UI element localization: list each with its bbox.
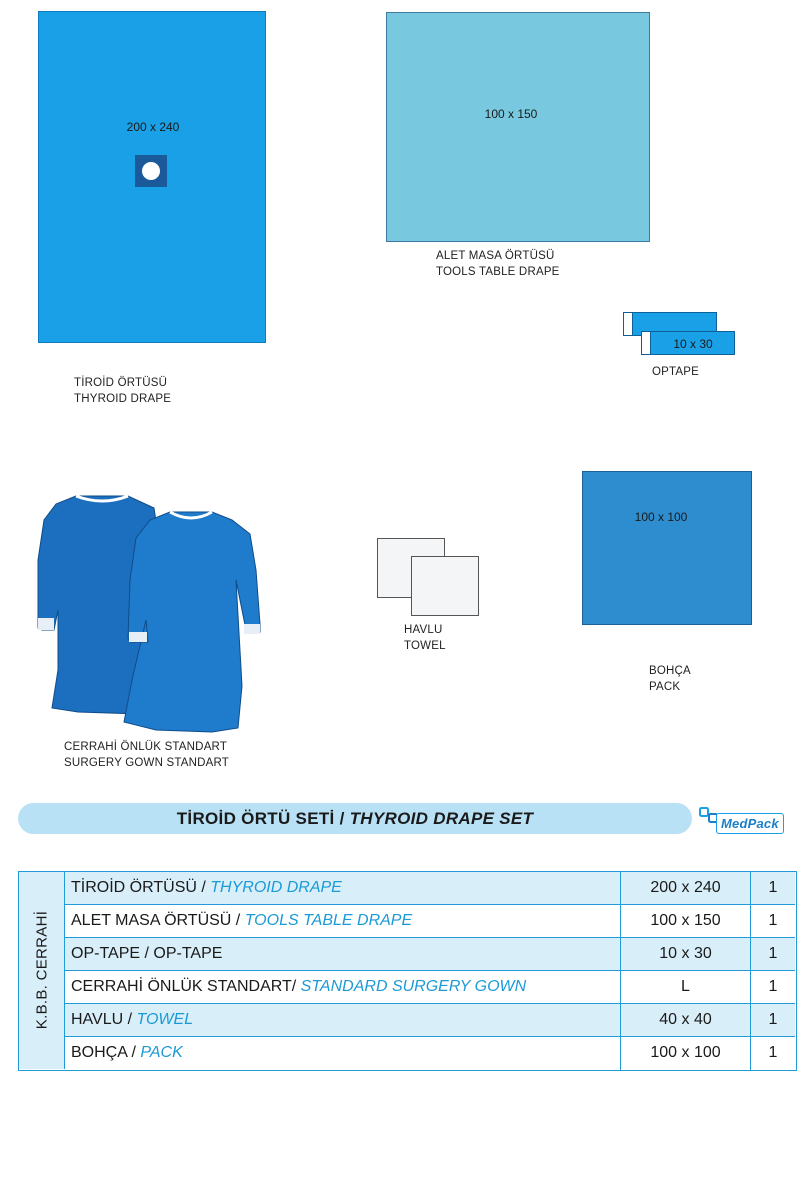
item-name-en: THYROID DRAPE bbox=[210, 879, 342, 896]
gown-caption bbox=[64, 739, 229, 771]
table-drape-label-en: TOOLS TABLE DRAPE bbox=[436, 266, 560, 278]
medpack-logo bbox=[698, 804, 796, 836]
tools-table-drape-illustration bbox=[386, 12, 650, 242]
op-tape-front bbox=[641, 331, 735, 355]
item-name-tr: TİROİD ÖRTÜSÜ / bbox=[71, 879, 211, 896]
item-name-cell bbox=[65, 905, 621, 937]
item-name-en: PACK bbox=[140, 1044, 183, 1061]
set-title-tr: TİROİD ÖRTÜ SETİ bbox=[176, 809, 335, 828]
thyroid-drape-illustration bbox=[38, 11, 266, 343]
item-name-tr: CERRAHİ ÖNLÜK STANDART/ bbox=[71, 978, 301, 995]
item-name-cell bbox=[65, 1004, 621, 1036]
table-row bbox=[65, 938, 795, 971]
thyroid-drape-label-en: THYROID DRAPE bbox=[74, 393, 172, 405]
item-name-en: TOOLS TABLE DRAPE bbox=[244, 912, 413, 929]
table-drape-dimension: 100 x 150 bbox=[484, 107, 538, 121]
gown-label-tr: CERRAHİ ÖNLÜK STANDART bbox=[64, 741, 228, 753]
fenestration-square bbox=[135, 155, 167, 187]
op-tape-label: OPTAPE bbox=[652, 366, 699, 378]
kit-contents-table bbox=[18, 871, 797, 1071]
set-title bbox=[18, 803, 692, 834]
item-name-en: TOWEL bbox=[136, 1011, 194, 1028]
item-size-cell: 40 x 40 bbox=[621, 1004, 751, 1036]
table-drape-label-tr: ALET MASA ÖRTÜSÜ bbox=[436, 250, 555, 262]
item-name-en: STANDARD SURGERY GOWN bbox=[300, 978, 527, 995]
towel-label-en: TOWEL bbox=[404, 640, 446, 652]
department-cell bbox=[19, 872, 65, 1069]
item-name-tr: ALET MASA ÖRTÜSÜ / bbox=[71, 912, 245, 929]
item-name-cell bbox=[65, 971, 621, 1003]
surgery-gown-illustration bbox=[36, 490, 268, 740]
item-qty-cell: 1 bbox=[768, 978, 778, 995]
item-name-tr: OP-TAPE / OP-TAPE bbox=[71, 945, 223, 962]
towel-caption bbox=[404, 622, 446, 654]
table-row bbox=[65, 872, 795, 905]
table-row bbox=[65, 905, 795, 938]
set-title-separator: / bbox=[334, 809, 350, 828]
pack-illustration bbox=[582, 471, 752, 625]
op-tape-dimension: 10 x 30 bbox=[673, 337, 713, 351]
table-row bbox=[65, 971, 795, 1004]
item-name-cell bbox=[65, 938, 621, 970]
item-name-cell bbox=[65, 872, 621, 904]
table-row bbox=[65, 1037, 795, 1070]
thyroid-drape-caption bbox=[74, 375, 171, 407]
department-label: K.B.B. CERRAHİ bbox=[33, 910, 51, 1030]
thyroid-drape-label-tr: TİROİD ÖRTÜSÜ bbox=[74, 377, 168, 389]
fenestration-hole bbox=[142, 162, 160, 180]
pack-dimension: 100 x 100 bbox=[634, 510, 688, 524]
gown-front bbox=[124, 512, 260, 732]
pack-caption bbox=[649, 663, 691, 695]
thyroid-drape-dimension: 200 x 240 bbox=[126, 120, 180, 134]
item-qty-cell: 1 bbox=[768, 912, 778, 929]
table-drape-caption bbox=[436, 248, 560, 280]
pack-label-tr: BOHÇA bbox=[649, 665, 691, 677]
item-qty-cell: 1 bbox=[768, 1011, 778, 1028]
item-name-tr: HAVLU / bbox=[71, 1011, 137, 1028]
item-qty-cell: 1 bbox=[768, 1044, 778, 1061]
item-size-cell: 10 x 30 bbox=[621, 938, 751, 970]
towel-front bbox=[411, 556, 479, 616]
towel-label-tr: HAVLU bbox=[404, 624, 443, 636]
item-size-cell: 100 x 100 bbox=[621, 1037, 751, 1070]
set-title-en: THYROID DRAPE SET bbox=[349, 809, 534, 828]
op-tape-end bbox=[624, 313, 633, 335]
item-size-cell: L bbox=[621, 971, 751, 1003]
table-row bbox=[65, 1004, 795, 1037]
medpack-logo-text: MedPack bbox=[716, 813, 784, 834]
item-name-tr: BOHÇA / bbox=[71, 1044, 141, 1061]
item-size-cell: 200 x 240 bbox=[621, 872, 751, 904]
item-size-cell: 100 x 150 bbox=[621, 905, 751, 937]
set-title-banner bbox=[18, 803, 692, 834]
item-qty-cell: 1 bbox=[768, 945, 778, 962]
gown-label-en: SURGERY GOWN STANDART bbox=[64, 757, 230, 769]
op-tape-end bbox=[642, 332, 651, 354]
item-qty-cell: 1 bbox=[768, 879, 778, 896]
pack-label-en: PACK bbox=[649, 681, 681, 693]
item-name-cell bbox=[65, 1037, 621, 1070]
